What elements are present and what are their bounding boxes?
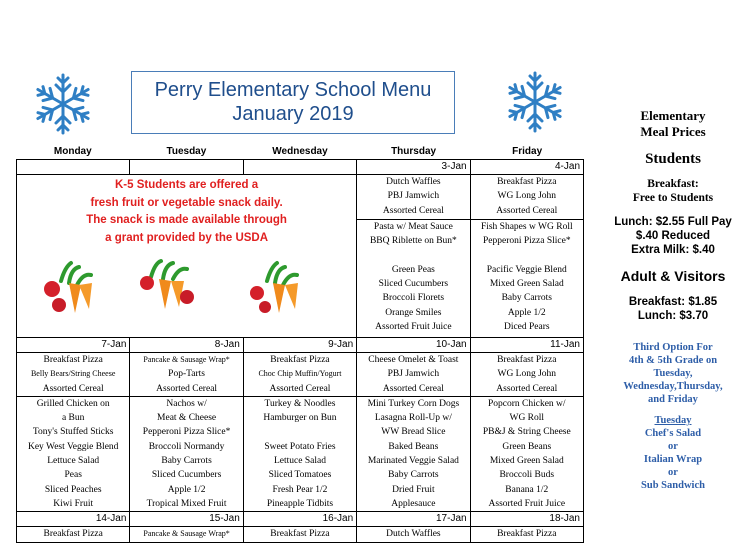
date-cell: 7-Jan <box>17 338 130 353</box>
menu-item: Lasagna Roll-Up w/ <box>374 413 452 424</box>
date-cell: 18-Jan <box>470 512 583 527</box>
day-header-tuesday: Tuesday <box>166 146 207 157</box>
date-cell: 4-Jan <box>470 160 583 175</box>
menu-item: Pop-Tarts <box>168 369 205 380</box>
menu-item: Pancake & Sausage Wrap* <box>143 355 230 364</box>
menu-item: Baby Carrots <box>388 470 439 481</box>
extra-milk-price: Extra Milk: $.40 <box>631 244 715 256</box>
menu-item: Dutch Waffles <box>386 529 441 540</box>
sidebar-heading: Elementary <box>640 108 706 123</box>
week1-breakfast-row <box>17 175 584 220</box>
third-option-line: and Friday <box>648 394 698 405</box>
menu-item: Lettuce Salad <box>47 456 100 467</box>
menu-item <box>357 249 469 263</box>
breakfast-cell-monday <box>17 527 130 542</box>
lunch-cell-wednesday <box>243 396 356 511</box>
snowflake-icon <box>31 72 95 136</box>
menu-item: Meat & Cheese <box>157 413 217 424</box>
menu-item: Dutch Waffles <box>386 177 441 187</box>
lunch-cell-friday <box>470 219 583 337</box>
tuesday-option: Sub Sandwich <box>641 480 705 491</box>
menu-item: Mixed Green Salad <box>489 279 564 290</box>
menu-item: Sliced Cucumbers <box>378 279 449 290</box>
week3-date-row <box>17 512 584 527</box>
menu-item: Belly Bears/String Cheese <box>30 369 116 379</box>
menu-item: Lettuce Salad <box>273 456 326 467</box>
menu-item: Hamburger on Bun <box>263 413 337 424</box>
menu-item <box>471 249 583 263</box>
breakfast-cell-friday <box>470 527 583 542</box>
vegetable-bunch-icon <box>245 259 305 319</box>
menu-item: Apple 1/2 <box>167 484 206 495</box>
menu-item: BBQ Riblette on Bun* <box>369 236 457 247</box>
date-cell: 17-Jan <box>357 512 470 527</box>
breakfast-cell-tuesday <box>130 353 243 397</box>
students-heading: Students <box>645 151 701 167</box>
lunch-cell-tuesday <box>130 396 243 511</box>
day-header-friday: Friday <box>512 146 543 157</box>
menu-item: Banana 1/2 <box>505 484 549 495</box>
menu-calendar <box>16 159 584 543</box>
menu-item: WW Bread Slice <box>381 427 446 438</box>
menu-item: Breakfast Pizza <box>497 355 557 365</box>
date-cell <box>130 160 243 175</box>
page-subtitle-month: January 2019 <box>232 103 354 125</box>
breakfast-cell-thursday <box>357 527 470 542</box>
page-title: Perry Elementary School Menu <box>154 79 432 101</box>
menu-item: Orange Smiles <box>385 307 442 318</box>
menu-item: Baby Carrots <box>161 456 212 467</box>
menu-item: Breakfast Pizza <box>497 177 557 187</box>
vegetable-illustrations <box>17 257 356 337</box>
date-cell <box>17 160 130 175</box>
lunch-cell-monday <box>17 396 130 511</box>
menu-item: Assorted Cereal <box>156 383 218 394</box>
breakfast-cell-thursday <box>357 175 470 220</box>
third-option-line: 4th & 5th Grade on <box>628 355 718 366</box>
menu-item: Dried Fruit <box>392 484 435 495</box>
date-cell: 16-Jan <box>243 512 356 527</box>
snack-notice-line: a grant provided by the USDA <box>105 231 269 244</box>
menu-item: Tony's Stuffed Sticks <box>32 427 114 438</box>
menu-item: Pacific Veggie Blend <box>486 264 567 275</box>
week3-breakfast-row <box>17 527 584 542</box>
menu-item: WG Long John <box>497 191 557 202</box>
menu-item: Sweet Potato Fries <box>264 441 336 452</box>
menu-item: Breakfast Pizza <box>43 355 103 365</box>
breakfast-cell-friday <box>470 175 583 220</box>
menu-item <box>244 425 356 439</box>
date-cell <box>243 160 356 175</box>
menu-item: Nachos w/ <box>166 398 207 409</box>
meal-prices-sidebar <box>598 108 748 492</box>
menu-item: Popcorn Chicken w/ <box>487 398 566 409</box>
snowflake-icon <box>503 70 567 134</box>
menu-item: Assorted Cereal <box>42 383 104 394</box>
menu-item: Pepperoni Pizza Slice* <box>142 427 231 438</box>
day-header-wednesday: Wednesday <box>272 146 328 157</box>
menu-item: Assorted Cereal <box>382 205 444 216</box>
lunch-cell-thursday <box>357 396 470 511</box>
menu-item: Pineapple Tidbits <box>266 498 334 509</box>
menu-item: Apple 1/2 <box>507 307 546 318</box>
breakfast-cell-thursday <box>357 353 470 397</box>
menu-item: PBJ Jamwich <box>387 191 440 202</box>
menu-item: Broccoli Buds <box>499 470 555 481</box>
day-header-monday: Monday <box>53 146 92 157</box>
date-cell: 3-Jan <box>357 160 470 175</box>
menu-item: Pancake & Sausage Wrap* <box>143 529 230 539</box>
menu-item: a Bun <box>61 413 85 424</box>
menu-item: Pasta w/ Meat Sauce <box>373 221 453 232</box>
menu-item: Marinated Veggie Salad <box>367 456 459 467</box>
adult-lunch-price: Lunch: $3.70 <box>637 310 709 322</box>
menu-item: Turkey & Noodles <box>264 398 336 409</box>
menu-item: Green Peas <box>391 264 435 275</box>
snack-notice-line: The snack is made available through <box>86 214 287 226</box>
menu-item: Kiwi Fruit <box>53 498 94 509</box>
menu-item: Diced Pears <box>503 321 550 332</box>
menu-item: Breakfast Pizza <box>43 529 103 540</box>
breakfast-cell-wednesday <box>243 353 356 397</box>
menu-item: Choc Chip Muffin/Yogurt <box>258 369 342 379</box>
third-option-note <box>598 341 748 406</box>
date-cell: 11-Jan <box>470 338 583 353</box>
tuesday-label: Tuesday <box>654 415 692 426</box>
snack-notice-line: K-5 Students are offered a <box>115 179 259 191</box>
menu-item: Applesauce <box>391 498 436 509</box>
menu-item: PBJ Jamwich <box>387 369 440 380</box>
snack-notice <box>17 177 356 247</box>
third-option-line: Tuesday, <box>653 368 693 379</box>
date-cell: 14-Jan <box>17 512 130 527</box>
snack-notice-line: fresh fruit or vegetable snack daily. <box>90 196 283 209</box>
week2-date-row <box>17 338 584 353</box>
sidebar-heading: Meal Prices <box>640 124 706 139</box>
student-lunch-price: Lunch: $2.55 Full Pay <box>614 216 732 228</box>
snack-notice-cell <box>17 175 357 338</box>
vegetable-bunch-icon <box>39 259 99 319</box>
menu-item: Sliced Peaches <box>44 484 102 495</box>
tuesday-option: or <box>668 441 678 452</box>
date-cell: 8-Jan <box>130 338 243 353</box>
menu-item: Peas <box>64 470 82 481</box>
menu-item: Assorted Cereal <box>496 205 558 216</box>
menu-item: Fish Shapes w WG Roll <box>480 221 573 232</box>
breakfast-cell-friday <box>470 353 583 397</box>
menu-item: Breakfast Pizza <box>270 355 330 365</box>
day-header-row <box>16 146 584 159</box>
week1-date-row <box>17 160 584 175</box>
reduced-price: $.40 Reduced <box>635 230 711 242</box>
menu-item: Grilled Chicken on <box>36 398 110 409</box>
date-cell: 10-Jan <box>357 338 470 353</box>
student-breakfast-label: Breakfast: <box>647 178 699 190</box>
menu-item: Baked Beans <box>388 441 439 452</box>
tuesday-options <box>598 414 748 492</box>
menu-item: Pepperoni Pizza Slice* <box>482 236 571 247</box>
third-option-line: Third Option For <box>633 342 713 353</box>
breakfast-cell-wednesday <box>243 527 356 542</box>
student-breakfast-price: Free to Students <box>632 192 714 204</box>
breakfast-cell-tuesday <box>130 527 243 542</box>
week2-breakfast-row <box>17 353 584 397</box>
menu-item: Assorted Cereal <box>269 383 331 394</box>
menu-item: Tropical Mixed Fruit <box>146 498 227 509</box>
menu-item: Breakfast Pizza <box>497 529 557 540</box>
date-cell: 9-Jan <box>243 338 356 353</box>
adult-breakfast-price: Breakfast: $1.85 <box>628 296 718 308</box>
menu-item: Assorted Cereal <box>496 383 558 394</box>
third-option-line: Wednesday,Thursday, <box>623 381 723 392</box>
lunch-cell-friday <box>470 396 583 511</box>
tuesday-option: Italian Wrap <box>643 454 703 465</box>
date-cell: 15-Jan <box>130 512 243 527</box>
tuesday-option: or <box>668 467 678 478</box>
day-header-thursday: Thursday <box>391 146 437 157</box>
menu-item: Mixed Green Salad <box>489 456 564 467</box>
menu-item: Sliced Cucumbers <box>151 470 222 481</box>
menu-item: Breakfast Pizza <box>270 529 330 540</box>
menu-item: Assorted Fruit Juice <box>488 498 566 509</box>
menu-item: Fresh Pear 1/2 <box>272 484 328 495</box>
vegetable-bunch-icon <box>137 257 197 317</box>
menu-item: Broccoli Normandy <box>148 441 225 452</box>
menu-item: Assorted Fruit Juice <box>375 321 452 332</box>
menu-item: Key West Veggie Blend <box>27 441 119 452</box>
week2-lunch-row <box>17 396 584 511</box>
adults-heading: Adult & Visitors <box>620 268 726 284</box>
menu-item: WG Roll <box>509 413 545 424</box>
menu-item: Assorted Cereal <box>382 383 444 394</box>
menu-item: WG Long John <box>497 369 557 380</box>
menu-title-box <box>131 71 455 134</box>
lunch-cell-thursday <box>357 219 470 337</box>
menu-item: PB&J & String Cheese <box>482 427 571 438</box>
menu-item: Broccoli Florets <box>382 293 445 304</box>
menu-item: Mini Turkey Corn Dogs <box>367 398 460 409</box>
tuesday-option: Chef's Salad <box>644 428 702 439</box>
breakfast-cell-monday <box>17 353 130 397</box>
menu-item: Baby Carrots <box>501 293 552 304</box>
menu-item: Cheese Omelet & Toast <box>368 355 459 365</box>
menu-item: Sliced Tomatoes <box>268 470 332 481</box>
menu-item: Green Beans <box>502 441 552 452</box>
